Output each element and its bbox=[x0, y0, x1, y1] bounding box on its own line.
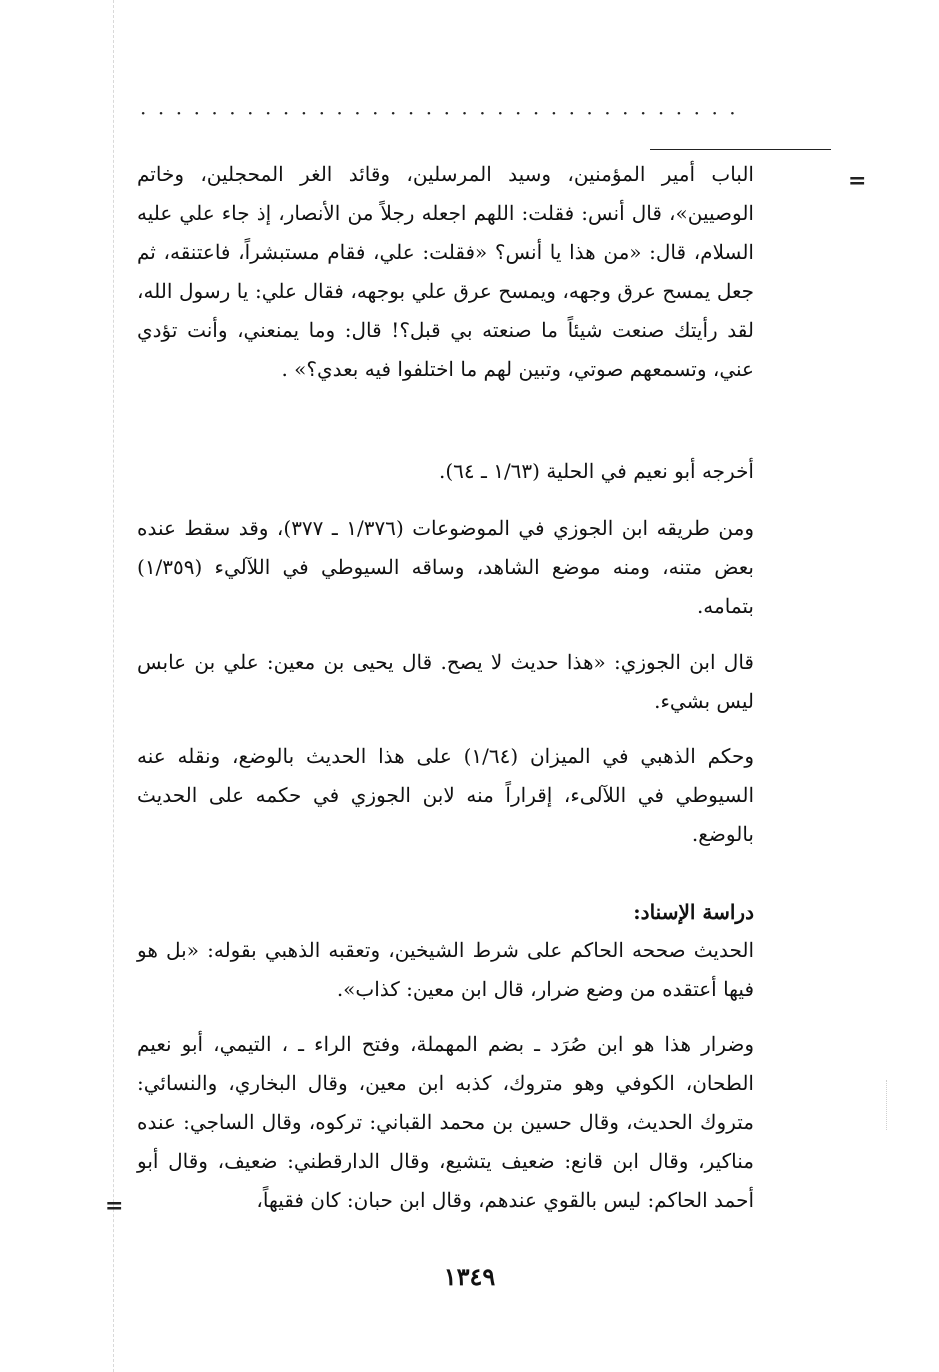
paragraph-takhrij-abu-nuaym bbox=[137, 452, 754, 491]
paragraph-dhahabi-verdict bbox=[137, 737, 754, 854]
paragraph-text: الحديث صححه الحاكم على شرط الشيخين، وتعقبه الذهبي بقوله: «بل هو فيها أعتقده من وضع ضرار، قال ابن معين: كذاب». bbox=[137, 938, 755, 1001]
paragraph-ibn-jawzi-verdict bbox=[137, 643, 754, 721]
page-fold-line bbox=[113, 0, 114, 1372]
margin-mark-line bbox=[886, 1080, 887, 1130]
paragraph-text: وحكم الذهبي في الميزان (١/٦٤) على هذا الحديث بالوضع، ونقله عنه السيوطي في اللآلىء، إقراراً منه لابن الجوزي في حكمه على الحديث بالوضع. bbox=[137, 744, 754, 846]
continuation-mark-top: = bbox=[848, 168, 867, 194]
paragraph-text: وضرار هذا هو ابن صُرَد ـ بضم المهملة، وفتح الراء ـ ، التيمي، أبو نعيم الطحان، الكوفي وهو متروك، كذبه ابن معين، وقال البخاري، والنسائي: متروك الحديث، وقال حسين بن محمد القباني: تركوه، وقال الساجي: عنده مناكير، وقال ابن قانع: ضعيف يتشيع، وقال الدارقطني: ضعيف، وقال أبو أحمد الحاكم: ليس بالقوي عندهم، وقال ابن حبان: كان فقيهاً، bbox=[137, 1032, 754, 1212]
header-dotted-line: ·································· bbox=[140, 103, 748, 123]
page-number: ١٣٤٩ bbox=[443, 1262, 496, 1291]
section-heading-isnad-study: دراسة الإسناد: bbox=[633, 900, 754, 924]
paragraph-text: قال ابن الجوزي: «هذا حديث لا يصح. قال يحيى بن معين: علي بن عابس ليس بشيء. bbox=[137, 650, 754, 713]
paragraph-narrator-dirar bbox=[137, 1025, 754, 1220]
paragraph-text: أخرجه أبو نعيم في الحلية (١/٦٣ ـ ٦٤). bbox=[438, 459, 754, 483]
paragraph-hadith-text bbox=[137, 155, 754, 389]
paragraph-text: الباب أمير المؤمنين، وسيد المرسلين، وقائد الغر المحجلين، وخاتم الوصيين»، قال أنس: فقلت: اللهم اجعله رجلاً من الأنصار، إذ جاء علي عليه السلام، قال: «من هذا يا أنس؟ «فقلت: علي، فقام مستبشراً، فاعتنقه، ثم جعل يمسح عرق وجهه، ويمسح عرق علي بوجهه، فقال علي: يا رسول الله، لقد رأيتك صنعت شيئاً ما صنعته بي قبل؟! قال: وما يمنعني، وأنت تؤدي عني، وتسمعهم صوتي، وتبين لهم ما اختلفوا فيه بعدي؟» . bbox=[137, 162, 754, 381]
paragraph-ibn-jawzi-route bbox=[137, 509, 754, 626]
paragraph-text: ومن طريقه ابن الجوزي في الموضوعات (١/٣٧٦ ـ ٣٧٧)، وقد سقط عنده بعض متنه، ومنه موضع الشاهد، وساقه السيوطي في اللآليء (١/٣٥٩) بتمامه. bbox=[137, 516, 754, 618]
continuation-mark-bottom: = bbox=[105, 1193, 124, 1219]
header-rule bbox=[650, 149, 831, 150]
paragraph-hakim-assessment bbox=[137, 931, 754, 1009]
